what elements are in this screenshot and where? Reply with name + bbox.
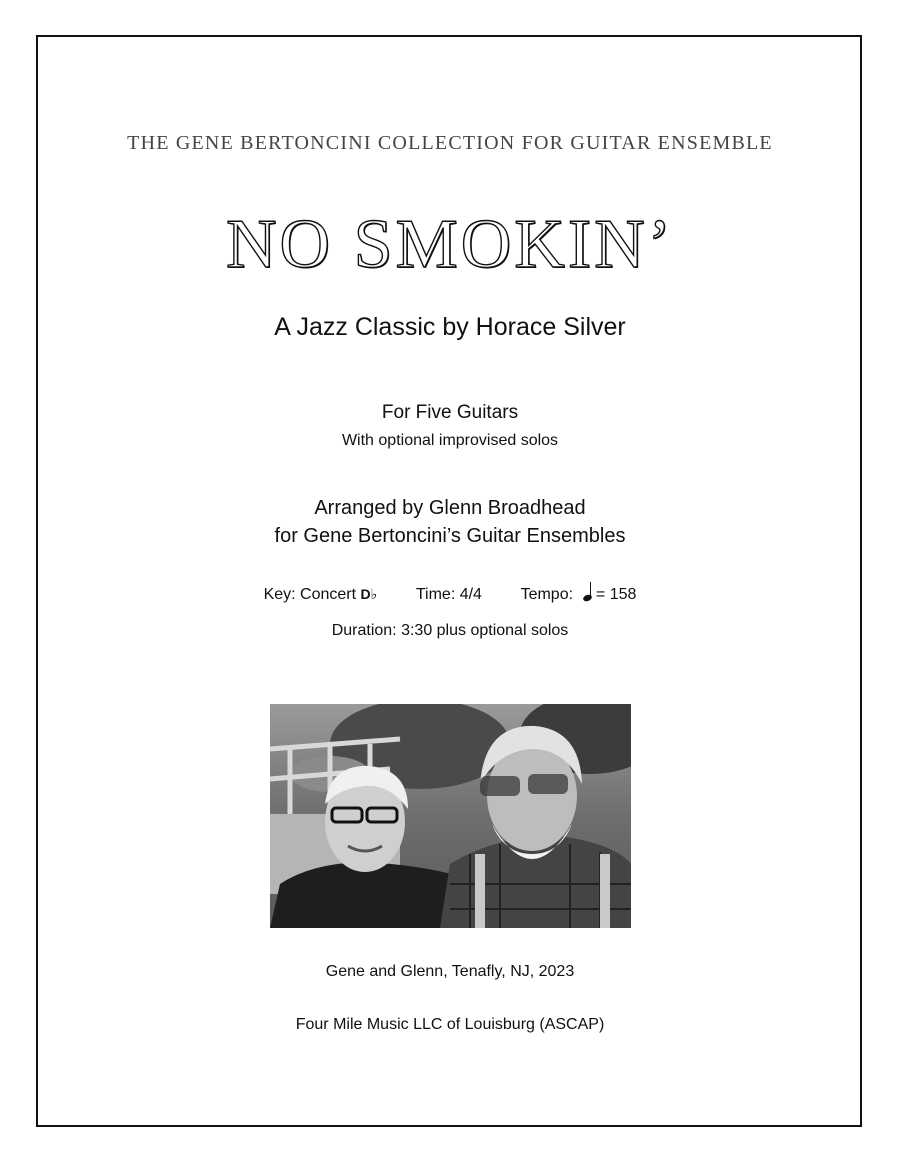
photo-illustration	[270, 704, 631, 928]
collection-title: THE GENE BERTONCINI COLLECTION FOR GUITAR ENSEMBLE	[127, 132, 773, 154]
publisher: Four Mile Music LLC of Louisburg (ASCAP)	[295, 1016, 605, 1033]
key-value: D♭	[360, 586, 378, 602]
subtitle: A Jazz Classic by Horace Silver	[274, 313, 626, 341]
instrumentation-note: With optional improvised solos	[341, 432, 559, 449]
tempo-value: = 158	[595, 586, 637, 603]
time-signature: Time: 4/4	[415, 586, 482, 603]
arranger-line-2: for Gene Bertoncini’s Guitar Ensembles	[274, 525, 626, 547]
arranger-line-1: Arranged by Glenn Broadhead	[314, 497, 586, 519]
instrumentation: For Five Guitars	[381, 402, 519, 423]
duration: Duration: 3:30 plus optional solos	[331, 622, 569, 639]
page-title: NO SMOKIN’	[225, 206, 675, 283]
photo-caption: Gene and Glenn, Tenafly, NJ, 2023	[325, 963, 575, 980]
tempo-label: Tempo:	[520, 586, 574, 603]
quarter-note-icon	[582, 582, 594, 602]
piece-info	[0, 582, 900, 604]
photo-gene-and-glenn	[270, 704, 631, 928]
key-label: Key: Concert	[263, 586, 357, 603]
